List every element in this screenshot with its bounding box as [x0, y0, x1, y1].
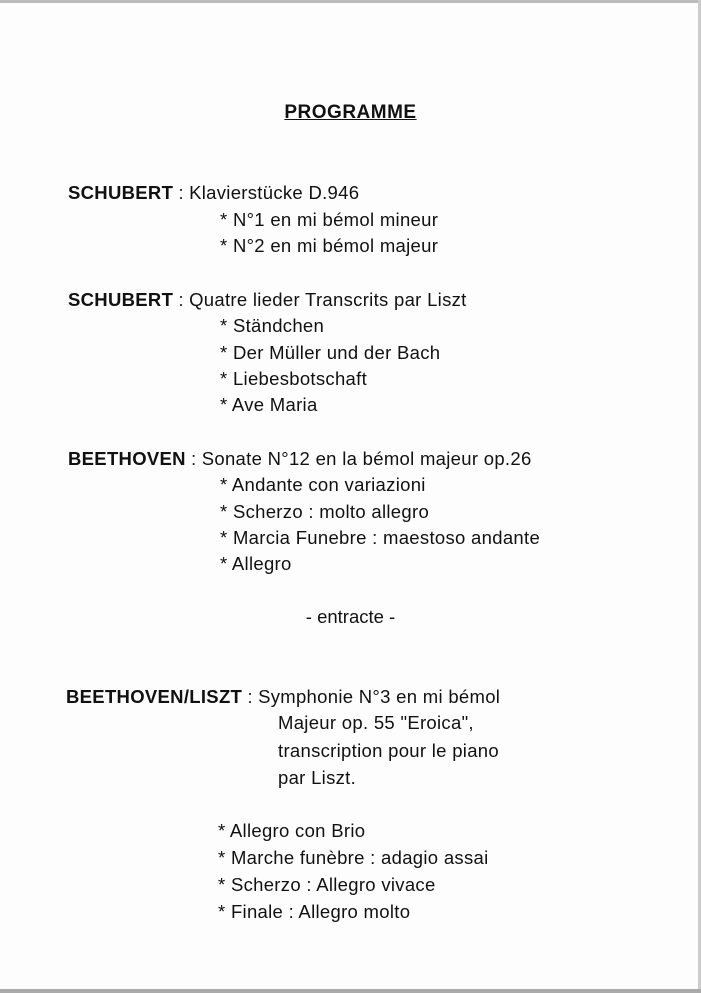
- work-2-item-2: * Der Müller und der Bach: [220, 342, 441, 363]
- work-4-item-2: * Marche funèbre : adagio assai: [218, 847, 489, 868]
- work-1-item-2: * N°2 en mi bémol majeur: [220, 235, 439, 256]
- work-4-item-3: * Scherzo : Allegro vivace: [218, 874, 436, 895]
- work-2-heading: [68, 289, 467, 311]
- work-3-item-1: * Andante con variazioni: [220, 474, 426, 495]
- work-1-title: Klavierstücke D.946: [189, 182, 360, 203]
- work-2-title: Quatre lieder Transcrits par Liszt: [189, 289, 467, 310]
- work-1-separator: :: [173, 183, 190, 203]
- page-edge-top: [0, 0, 701, 3]
- work-2-item-3: * Liebesbotschaft: [220, 368, 368, 389]
- work-1-item-1: * N°1 en mi bémol mineur: [220, 209, 439, 230]
- work-2-item-1: * Ständchen: [220, 315, 325, 336]
- work-3-item-2: * Scherzo : molto allegro: [220, 501, 430, 522]
- work-2-item-4: * Ave Maria: [220, 394, 318, 415]
- work-3-title: Sonate N°12 en la bémol majeur op.26: [201, 448, 532, 469]
- work-4-item-4: * Finale : Allegro molto: [218, 901, 411, 922]
- work-4-heading: [66, 686, 500, 708]
- work-4-title-line-2: Majeur op. 55 "Eroica",: [278, 712, 474, 733]
- work-3-heading: [68, 448, 532, 470]
- work-4-title-line-4: par Liszt.: [278, 767, 357, 788]
- work-3-item-3: * Marcia Funebre : maestoso andante: [220, 527, 541, 548]
- work-4-title-line-1: Symphonie N°3 en mi bémol: [258, 686, 501, 707]
- work-1-composer: SCHUBERT: [68, 182, 174, 203]
- work-3-separator: :: [185, 449, 202, 469]
- work-2-composer: SCHUBERT: [68, 289, 174, 310]
- work-4-separator: :: [242, 687, 259, 707]
- page-edge-bottom: [0, 989, 701, 993]
- work-1-heading: [68, 182, 359, 204]
- work-3-composer: BEETHOVEN: [68, 448, 186, 469]
- work-4-title-line-3: transcription pour le piano: [278, 740, 499, 761]
- work-4-composer: BEETHOVEN/LISZT: [66, 686, 243, 707]
- work-4-item-1: * Allegro con Brio: [218, 820, 366, 841]
- work-2-separator: :: [173, 290, 190, 310]
- work-3-item-4: * Allegro: [220, 553, 292, 574]
- page-title: PROGRAMME: [284, 102, 417, 123]
- entracte-label: - entracte -: [305, 606, 396, 627]
